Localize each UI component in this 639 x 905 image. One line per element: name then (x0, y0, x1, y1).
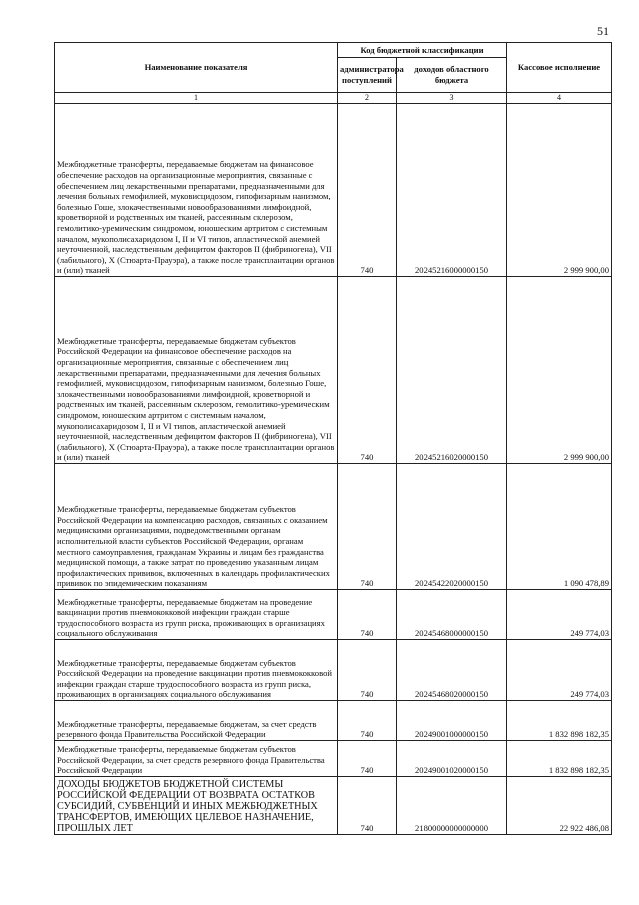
revenue-code-cell: 20245422020000150 (397, 464, 507, 590)
column-number-1: 1 (55, 93, 338, 104)
indicator-name-cell: Межбюджетные трансферты, передаваемые бюджетам субъектов Российской Федерации на проведение вакцинации против пневмококковой инфекции граждан старше трудоспособного возраста из групп риска, проживающих в организациях социального обслуживания (55, 640, 338, 701)
indicator-name-cell: Межбюджетные трансферты, передаваемые бюджетам на проведение вакцинации против пневмококковой инфекции граждан старше трудоспособного возраста из групп риска, проживающих в организациях социального обслуживания (55, 590, 338, 640)
amount-cell: 1 090 478,89 (507, 464, 612, 590)
revenue-code-cell: 20245468020000150 (397, 640, 507, 701)
revenue-code-cell: 20249001000000150 (397, 701, 507, 741)
amount-cell: 249 774,03 (507, 640, 612, 701)
indicator-name-cell: Межбюджетные трансферты, передаваемые бюджетам субъектов Российской Федерации на компенсацию расходов, связанных с оказанием медицинскими организациями, подведомственными органам исполнительной власти субъектов Российской Федерации, органам местного самоуправления, гражданам Украины и лицам без гражданства медицинской помощи, а также затрат по проведению указанным лицам профилактических прививок, включенных в календарь профилактических прививок по эпидемическим показаниям (55, 464, 338, 590)
indicator-name-cell: Межбюджетные трансферты, передаваемые бюджетам, за счет средств резервного фонда Правительства Российской Федерации (55, 701, 338, 741)
table-row (55, 464, 612, 590)
admin-code-cell: 740 (338, 777, 397, 835)
admin-code-cell: 740 (338, 590, 397, 640)
header-cash-execution: Кассовое исполнение (507, 43, 612, 93)
indicator-name-cell: Межбюджетные трансферты, передаваемые бюджетам субъектов Российской Федерации, за счет средств резервного фонда Правительства Российской Федерации (55, 741, 338, 777)
amount-cell: 249 774,03 (507, 590, 612, 640)
revenue-code-cell: 20245468000000150 (397, 590, 507, 640)
indicator-name-cell: Межбюджетные трансферты, передаваемые бюджетам субъектов Российской Федерации на финансовое обеспечение расходов на организационные мероприятия, связанные с обеспечением лиц лекарственными препаратами, предназначенными для лечения больных гемофилией, муковисцидозом, гипофизарным нанизмом, болезнью Гоше, злокачественными новообразованиями лимфоидной, кроветворной и родственных им тканей, рассеянным склерозом, гемолитико-уремическим синдромом, юношеским артритом с системным началом, мукополисахаридозом I, II и VI типов, апластической анемией неуточненной, наследственным дефицитом факторов II (фибриногена), VII (лабильного), X (Стюарта-Прауэра), а также после трансплантации органов и (или) тканей (55, 277, 338, 464)
budget-revenue-table (54, 42, 612, 835)
admin-code-cell: 740 (338, 277, 397, 464)
table-row (55, 741, 612, 777)
table-row (55, 777, 612, 835)
table-row (55, 104, 612, 277)
table-row (55, 701, 612, 741)
column-number-2: 2 (338, 93, 397, 104)
header-budget-classification-code: Код бюджетной классификации (338, 43, 507, 58)
admin-code-cell: 740 (338, 640, 397, 701)
amount-cell: 1 832 898 182,35 (507, 741, 612, 777)
admin-code-cell: 740 (338, 104, 397, 277)
indicator-name-cell: ДОХОДЫ БЮДЖЕТОВ БЮДЖЕТНОЙ СИСТЕМЫ РОССИЙСКОЙ ФЕДЕРАЦИИ ОТ ВОЗВРАТА ОСТАТКОВ СУБСИДИЙ, СУБВЕНЦИЙ И ИНЫХ МЕЖБЮДЖЕТНЫХ ТРАНСФЕРТОВ, ИМЕЮЩИХ ЦЕЛЕВОЕ НАЗНАЧЕНИЕ, ПРОШЛЫХ ЛЕТ (55, 777, 338, 835)
amount-cell: 22 922 486,08 (507, 777, 612, 835)
amount-cell: 2 999 900,00 (507, 277, 612, 464)
table-row (55, 277, 612, 464)
header-indicator-name: Наименование показателя (55, 43, 338, 93)
table-row (55, 590, 612, 640)
admin-code-cell: 740 (338, 741, 397, 777)
revenue-code-cell: 20245216020000150 (397, 277, 507, 464)
revenue-code-cell: 20245216000000150 (397, 104, 507, 277)
admin-code-cell: 740 (338, 464, 397, 590)
indicator-name-cell: Межбюджетные трансферты, передаваемые бюджетам на финансовое обеспечение расходов на организационные мероприятия, связанные с обеспечением лиц лекарственными препаратами, предназначенными для лечения больных гемофилией, муковисцидозом, гипофизарным нанизмом, болезнью Гоше, злокачественными новообразованиями лимфоидной, кроветворной и родственных им тканей, рассеянным склерозом, гемолитико-уремическим синдромом, юношеским артритом с системным началом, мукополисахаридозом I, II и VI типов, апластической анемией неуточненной, наследственным дефицитом факторов II (фибриногена), VII (лабильного), X (Стюарта-Прауэра), а также после трансплантации органов и (или) тканей (55, 104, 338, 277)
admin-code-cell: 740 (338, 701, 397, 741)
page-number: 51 (597, 24, 609, 38)
amount-cell: 2 999 900,00 (507, 104, 612, 277)
amount-cell: 1 832 898 182,35 (507, 701, 612, 741)
header-revenue-code: доходов областного бюджета (397, 58, 507, 93)
column-number-3: 3 (397, 93, 507, 104)
header-admin-code: администратора поступлений (338, 58, 397, 93)
table-row (55, 640, 612, 701)
revenue-code-cell: 20249001020000150 (397, 741, 507, 777)
revenue-code-cell: 21800000000000000 (397, 777, 507, 835)
column-number-4: 4 (507, 93, 612, 104)
